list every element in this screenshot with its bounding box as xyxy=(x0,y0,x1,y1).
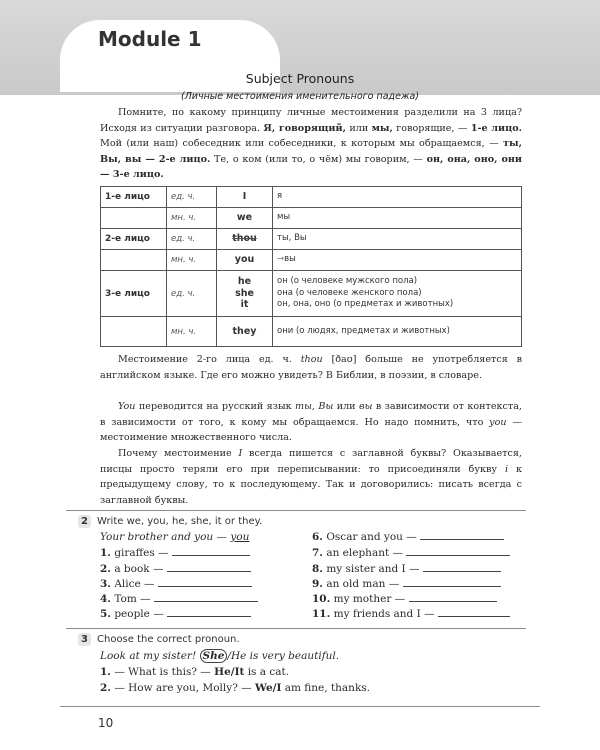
number-cell: мн. ч. xyxy=(167,208,217,229)
pronoun-she: she xyxy=(235,287,254,299)
translation-he: он (о человеке мужского пола) xyxy=(277,276,418,287)
divider xyxy=(66,510,526,511)
answer-blank[interactable] xyxy=(167,616,251,617)
person-cell: 1-е лицо xyxy=(101,187,167,208)
section-subtitle: (Личные местоимения именительного падежа) xyxy=(180,91,420,102)
section-title: Subject Pronouns xyxy=(245,71,355,86)
list-item: 7. an elephant — xyxy=(312,547,510,559)
person-cell xyxy=(101,208,167,229)
page-number: 10 xyxy=(98,716,114,730)
person-cell: 2-е лицо xyxy=(101,229,167,250)
list-item: 11. my friends and I — xyxy=(312,608,510,620)
exercise-instruction: Choose the correct pronoun. xyxy=(97,634,240,645)
list-item: 10. my mother — xyxy=(312,593,497,605)
list-item: 1. giraffes — xyxy=(100,547,250,559)
exercise-instruction: Write we, you, he, she, it or they. xyxy=(97,516,263,527)
translation-she: она (о человеке женского пола) xyxy=(277,287,422,298)
person-cell xyxy=(101,250,167,271)
pronoun-choice[interactable]: We/I xyxy=(255,682,282,694)
translation-cell: мы xyxy=(273,208,522,229)
divider xyxy=(66,628,526,629)
number-cell: мн. ч. xyxy=(167,317,217,347)
arrow-icon: → xyxy=(277,254,285,265)
pronoun-he: he xyxy=(237,276,252,288)
answer-blank[interactable] xyxy=(420,539,504,540)
list-item: 3. Alice — xyxy=(100,578,252,590)
exercise-number: 2 xyxy=(78,515,91,528)
list-item: 9. an old man — xyxy=(312,578,501,590)
example-line: Your brother and you — you xyxy=(100,531,250,543)
translation-cell: ты, Вы xyxy=(273,229,522,250)
list-item: 1. — What is this? — He/It is a cat. xyxy=(100,666,290,678)
person-cell xyxy=(101,317,167,347)
table-row xyxy=(101,208,522,229)
number-cell: ед. ч. xyxy=(167,271,217,317)
list-item: 4. Tom — xyxy=(100,593,258,605)
table-row xyxy=(101,187,522,208)
table-row xyxy=(101,271,522,317)
table-row xyxy=(101,317,522,347)
number-cell: мн. ч. xyxy=(167,250,217,271)
pronoun-cell: you xyxy=(217,250,273,271)
answer-blank[interactable] xyxy=(403,586,501,587)
translation-it: он, она, оно (о предметах и животных) xyxy=(277,299,454,310)
pronoun-cell xyxy=(217,271,273,317)
answer-blank[interactable] xyxy=(406,555,510,556)
pronoun-table xyxy=(100,186,522,347)
pronoun-it: it xyxy=(240,299,249,311)
number-cell: ед. ч. xyxy=(167,187,217,208)
list-item: 8. my sister and I — xyxy=(312,563,501,575)
answer-blank[interactable] xyxy=(423,571,501,572)
list-item: 2. — How are you, Molly? — We/I am fine, thanks. xyxy=(100,682,371,694)
list-item: 6. Oscar and you — xyxy=(312,531,504,543)
module-title: Module 1 xyxy=(98,27,202,51)
example-line: Look at my sister! She /He is very beautiful. xyxy=(100,650,340,662)
list-item: 2. a book — xyxy=(100,563,251,575)
note-thou: Местоимение 2-го лица ед. ч. thou [ðaʊ] больше не употребляется в английском языке. Где его можно увидеть? В Библии, в поэзии, в словаре. xyxy=(100,354,522,381)
answer-blank[interactable] xyxy=(409,601,497,602)
note-capital-i: Почему местоимение I всегда пишется с заглавной буквы? Оказывается, писцы просто теряли его при переписывании: то присоединяли букву i к предыдущему слову, то к последующему. Так и договорились: писать всегда с заглавной буквы. xyxy=(100,448,522,506)
intro-paragraph: Помните, по какому принципу личные местоимения разделили на 3 лица? Исходя из ситуации разговора. Я, говорящий, или мы, говорящие, — 1-е лицо. Мой (или наш) собеседник или собеседники, к которым мы обращаемся, — ты, Вы, вы — 2-е лицо. Те, о ком (или то, о чём) мы говорим, — он, она, оно, они — 3-е лицо. xyxy=(100,107,522,181)
answer-blank[interactable] xyxy=(167,571,251,572)
exercise-number: 3 xyxy=(78,633,91,646)
translation-cell xyxy=(273,271,522,317)
pronoun-cell: I xyxy=(217,187,273,208)
translation-cell: они (о людях, предметах и животных) xyxy=(273,317,522,347)
pronoun-cell: we xyxy=(217,208,273,229)
number-cell: ед. ч. xyxy=(167,229,217,250)
thou-struck: thou xyxy=(232,233,257,245)
translation-cell: я xyxy=(273,187,522,208)
note-you: You переводится на русский язык ты, Вы или вы в зависимости от контекста, в зависимости от того, к кому мы обращаемся. Но надо помнить, что you — местоимение множественного числа. xyxy=(100,401,522,444)
pronoun-cell: they xyxy=(217,317,273,347)
answer-blank[interactable] xyxy=(438,616,510,617)
circled-answer: She xyxy=(200,649,228,663)
answer-blank[interactable] xyxy=(172,555,250,556)
answer-blank[interactable] xyxy=(154,601,258,602)
pronoun-cell xyxy=(217,229,273,250)
person-cell: 3-е лицо xyxy=(101,271,167,317)
translation-cell: →вы xyxy=(273,250,522,271)
list-item: 5. people — xyxy=(100,608,251,620)
footer-divider xyxy=(60,706,540,707)
example-answer: you xyxy=(230,531,250,543)
pronoun-choice[interactable]: He/It xyxy=(214,666,245,678)
table-row xyxy=(101,250,522,271)
table-row xyxy=(101,229,522,250)
exercise-2-header xyxy=(78,515,262,528)
answer-blank[interactable] xyxy=(158,586,252,587)
exercise-3-header xyxy=(78,633,240,646)
